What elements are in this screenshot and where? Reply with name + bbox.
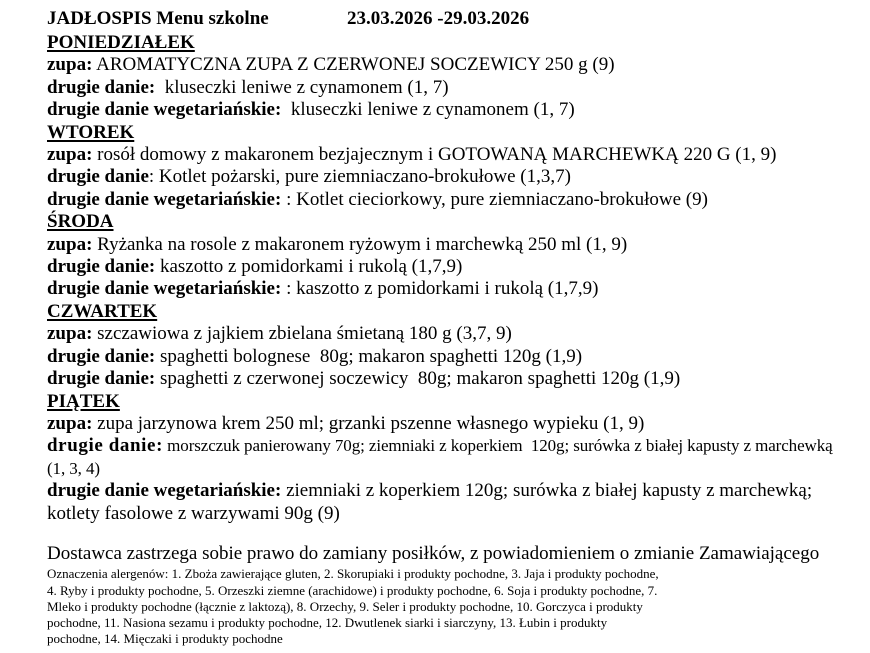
menu-row-value: : Kotlet cieciorkowy, pure ziemniaczano-brokułowe (9) [281, 188, 708, 210]
menu-row-label: drugie danie wegetariańskie: [47, 278, 282, 300]
menu-row-label: zupa: [47, 144, 93, 166]
day-heading: ŚRODA [47, 211, 114, 233]
allergen-list [47, 566, 842, 647]
menu-row-value: Ryżanka na rosole z makaronem ryżowym i marchewką 250 ml (1, 9) [92, 233, 628, 255]
menu-row [47, 234, 842, 256]
menu-row-label: drugie danie wegetariańskie: [47, 99, 282, 121]
menu-row-value: kluseczki leniwe z cynamonem (1, 7) [155, 76, 449, 98]
day-heading: PIĄTEK [47, 390, 120, 412]
menu-row-label: zupa: [47, 412, 93, 434]
day-section [47, 122, 842, 212]
menu-row-value: spaghetti bolognese 80g; makaron spaghetti 120g (1,9) [155, 345, 583, 367]
day-heading: PONIEDZIAŁEK [47, 32, 195, 53]
allergen-line: Mleko i produkty pochodne (łącznie z laktozą), 8. Orzechy, 9. Seler i produkty pochodne, 10. Gorczyca i produkty [47, 598, 643, 614]
menu-days [47, 32, 842, 525]
day-section [47, 211, 842, 301]
menu-row [47, 323, 842, 345]
menu-row [47, 77, 842, 99]
menu-row-label: drugie danie: [47, 345, 156, 367]
document-title: JADŁOSPIS Menu szkolne [47, 8, 269, 29]
menu-row [47, 54, 842, 76]
menu-row-value: : Kotlet pożarski, pure ziemniaczano-brokułowe (1,3,7) [148, 166, 571, 188]
menu-row-value: zupa jarzynowa krem 250 ml; grzanki pszenne własnego wypieku (1, 9) [92, 412, 645, 434]
menu-row-label: drugie danie: [47, 435, 164, 457]
allergen-line: pochodne, 14. Mięczaki i produkty pochodne [47, 631, 283, 647]
menu-row [47, 435, 842, 480]
menu-row-label: zupa: [47, 54, 93, 76]
allergen-line: pochodne, 11. Nasiona sezamu i produkty pochodne, 12. Dwutlenek siarki i siarczyny, 13. Łubin i produkty [47, 614, 608, 630]
menu-row-label: drugie danie: [47, 368, 156, 390]
menu-row [47, 99, 842, 121]
menu-row [47, 413, 842, 435]
menu-row-label: drugie danie [47, 166, 149, 188]
menu-row-label: drugie danie: [47, 256, 156, 278]
menu-row-value: morszczuk panierowany 70g; ziemniaki z koperkiem 120g; surówka z białej kapusty z marchewką (1, 3, 4) [47, 436, 837, 478]
date-range: 23.03.2026 -29.03.2026 [347, 8, 530, 29]
menu-row-value: : kaszotto z pomidorkami i rukolą (1,7,9) [281, 278, 599, 300]
menu-row-label: zupa: [47, 233, 93, 255]
day-section [47, 391, 842, 525]
menu-row-label: drugie danie wegetariańskie: [47, 480, 282, 502]
menu-row-label: drugie danie: [47, 76, 156, 98]
menu-row [47, 166, 842, 188]
menu-row [47, 346, 842, 368]
menu-row [47, 480, 842, 525]
menu-row-label: zupa: [47, 323, 93, 345]
allergen-line: 4. Ryby i produkty pochodne, 5. Orzeszki ziemne (arachidowe) i produkty pochodne, 6. Soja i produkty pochodne, 7. [47, 582, 658, 598]
menu-row-value: rosół domowy z makaronem bezjajecznym i GOTOWANĄ MARCHEWKĄ 220 G (1, 9) [92, 144, 777, 166]
allergen-line: Oznaczenia alergenów: 1. Zboża zawierające gluten, 2. Skorupiaki i produkty pochodne, 3. Jaja i produkty pochodne, [47, 566, 659, 582]
menu-row [47, 144, 842, 166]
menu-row-value: ziemniaki z koperkiem 120g; surówka z białej kapusty z marchewką; kotlety fasolowe z warzywami 90g (9) [47, 480, 817, 524]
menu-row-value: kaszotto z pomidorkami i rukolą (1,7,9) [155, 256, 463, 278]
menu-row-value: spaghetti z czerwonej soczewicy 80g; makaron spaghetti 120g (1,9) [155, 368, 681, 390]
menu-row [47, 278, 842, 300]
day-heading: CZWARTEK [47, 300, 158, 322]
supplier-notice: Dostawca zastrzega sobie prawo do zamiany posiłków, z powiadomieniem o zmianie Zamawiającego [47, 542, 820, 564]
day-section [47, 301, 842, 391]
menu-row-value: kluseczki leniwe z cynamonem (1, 7) [281, 99, 575, 121]
menu-row-value: szczawiowa z jajkiem zbielana śmietaną 180 g (3,7, 9) [92, 323, 512, 345]
day-section [47, 32, 842, 122]
menu-row-label: drugie danie wegetariańskie: [47, 188, 282, 210]
document-header [47, 7, 842, 30]
day-heading: WTOREK [47, 121, 135, 143]
menu-row [47, 189, 842, 211]
menu-row [47, 256, 842, 278]
menu-row-value: AROMATYCZNA ZUPA Z CZERWONEJ SOCZEWICY 250 g (9) [92, 54, 615, 76]
menu-row [47, 368, 842, 390]
